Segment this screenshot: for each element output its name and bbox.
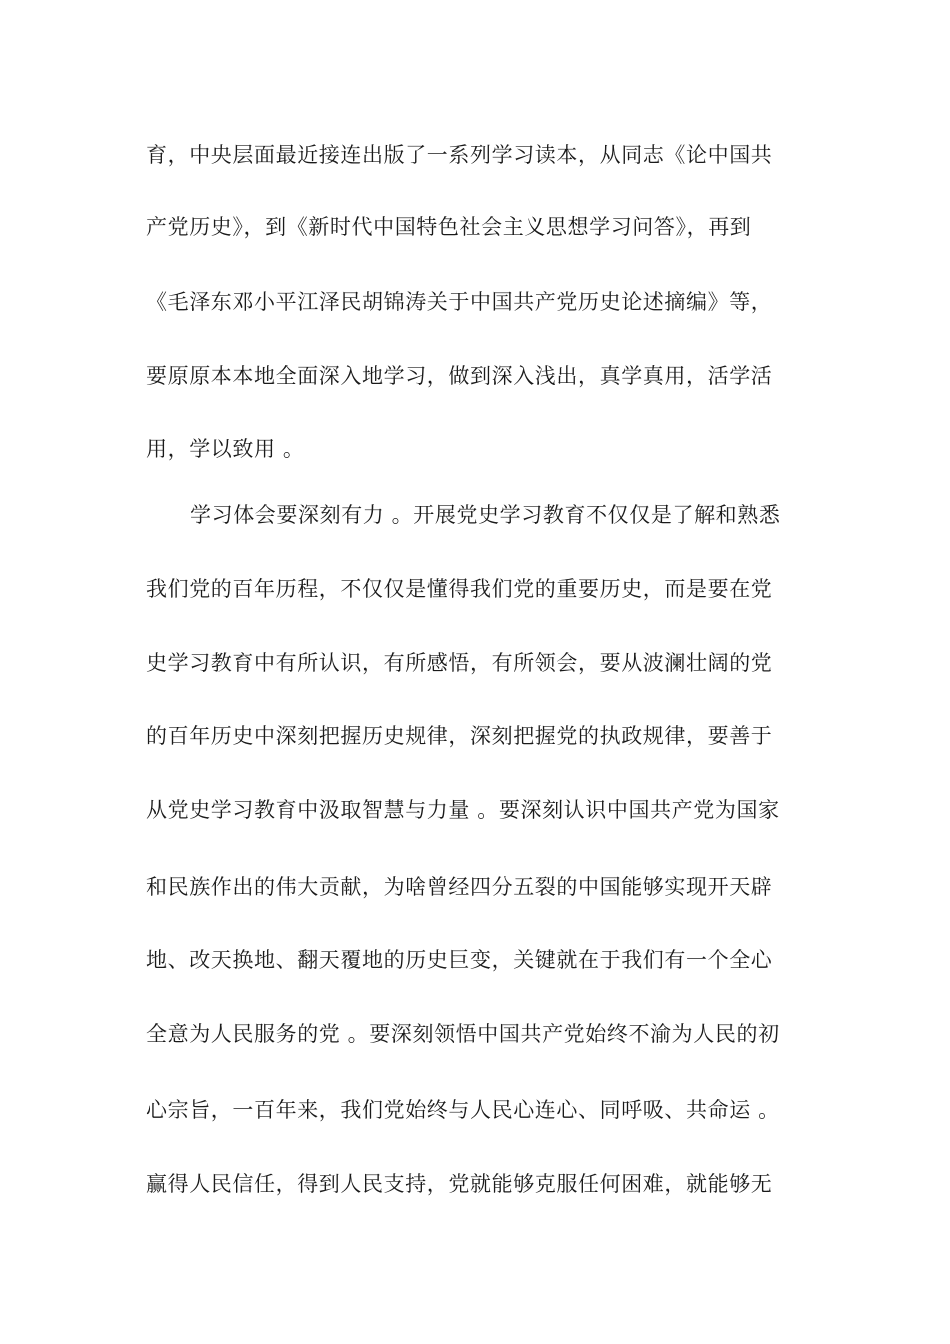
text-line: 赢得人民信任，得到人民支持，党就能够克服任何困难，就能够无 <box>146 1172 773 1196</box>
text-line: 我们党的百年历程，不仅仅是懂得我们党的重要历史，而是要在党 <box>146 577 773 601</box>
text-line: 地、改天换地、翻天覆地的历史巨变，关键就在于我们有一个全心 <box>146 948 773 972</box>
text-line: 育，中央层面最近接连出版了一系列学习读本，从同志《论中国共 <box>146 143 773 167</box>
text-line: 要原原本本地全面深入地学习，做到深入浅出，真学真用，活学活 <box>146 364 773 388</box>
text-line: 产党历史》，到《新时代中国特色社会主义思想学习问答》，再到 <box>146 215 752 239</box>
text-line: 用，学以致用 。 <box>146 437 305 461</box>
text-line: 史学习教育中有所认识，有所感悟，有所领会，要从波澜壮阔的党 <box>146 651 773 675</box>
text-line: 全意为人民服务的党 。要深刻领悟中国共产党始终不渝为人民的初 <box>146 1022 780 1046</box>
text-line: 心宗旨，一百年来，我们党始终与人民心连心、同呼吸、共命运 。 <box>146 1098 780 1122</box>
paragraph-first-line: 学习体会要深刻有力 。开展党史学习教育不仅仅是了解和熟悉 <box>190 503 781 527</box>
text-line: 《毛泽东邓小平江泽民胡锦涛关于中国共产党历史论述摘编》等， <box>146 290 773 314</box>
text-line: 从党史学习教育中汲取智慧与力量 。要深刻认识中国共产党为国家 <box>146 798 780 822</box>
text-line: 和民族作出的伟大贡献，为啥曾经四分五裂的中国能够实现开天辟 <box>146 875 773 899</box>
text-line: 的百年历史中深刻把握历史规律，深刻把握党的执政规律，要善于 <box>146 724 773 748</box>
